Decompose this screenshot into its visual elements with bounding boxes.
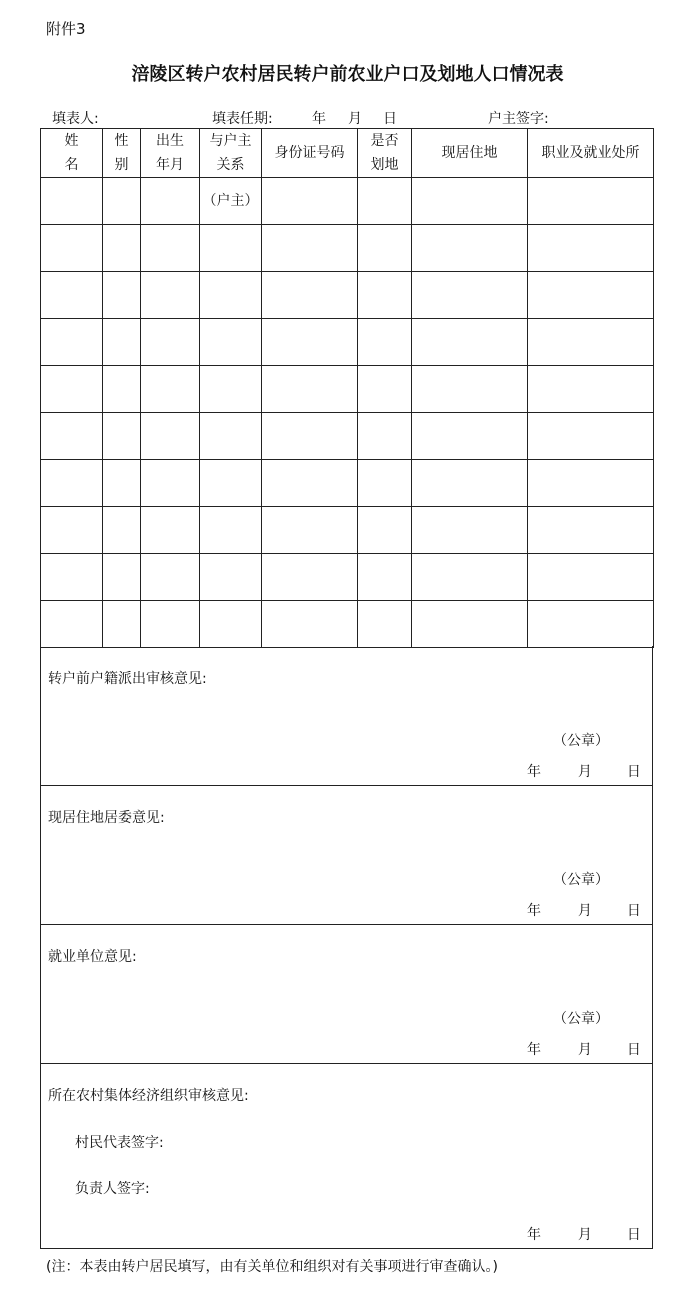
cell-relation[interactable]: （户主）	[200, 178, 262, 225]
cell-id-number[interactable]	[262, 366, 358, 413]
cell-name[interactable]	[41, 460, 103, 507]
cell-occupation[interactable]	[528, 554, 654, 601]
residence-seal: （公章）	[553, 872, 609, 888]
cell-id-number[interactable]	[262, 507, 358, 554]
cell-name[interactable]	[41, 413, 103, 460]
cell-gender[interactable]	[103, 366, 141, 413]
cell-current-residence[interactable]	[412, 366, 528, 413]
cell-relation[interactable]	[200, 507, 262, 554]
meta-year: 年	[312, 111, 326, 127]
employer-opinion-section	[40, 924, 653, 1064]
meta-month: 月	[348, 111, 362, 127]
household-table	[40, 128, 654, 648]
table-header-row	[41, 129, 654, 178]
cell-relation[interactable]	[200, 225, 262, 272]
cell-relation[interactable]	[200, 272, 262, 319]
residence-year: 年	[527, 903, 541, 919]
police-opinion-section	[40, 646, 653, 786]
cell-land-allocated[interactable]	[358, 178, 412, 225]
header-land-allocated: 是否 划地	[358, 129, 412, 178]
employer-year: 年	[527, 1042, 541, 1058]
cell-land-allocated[interactable]	[358, 507, 412, 554]
cell-land-allocated[interactable]	[358, 413, 412, 460]
police-day: 日	[626, 764, 641, 780]
cell-gender[interactable]	[103, 413, 141, 460]
table-row	[41, 178, 654, 225]
police-year: 年	[527, 764, 541, 780]
residence-day: 日	[626, 903, 641, 919]
header-birth: 出生 年月	[141, 129, 200, 178]
table-row	[41, 507, 654, 554]
header-current-residence: 现居住地	[412, 129, 528, 178]
cell-occupation[interactable]	[528, 601, 654, 648]
employer-opinion-label: 就业单位意见:	[48, 949, 137, 965]
cell-id-number[interactable]	[262, 178, 358, 225]
collective-month: 月	[577, 1227, 592, 1243]
police-seal: （公章）	[553, 733, 609, 749]
employer-month: 月	[577, 1042, 592, 1058]
cell-birth[interactable]	[141, 272, 200, 319]
cell-relation[interactable]	[200, 554, 262, 601]
cell-occupation[interactable]	[528, 178, 654, 225]
collective-date	[527, 1224, 641, 1244]
cell-relation[interactable]	[200, 366, 262, 413]
cell-occupation[interactable]	[528, 272, 654, 319]
villager-rep-sign-label: 村民代表签字:	[75, 1135, 164, 1151]
cell-land-allocated[interactable]	[358, 366, 412, 413]
cell-name[interactable]	[41, 507, 103, 554]
cell-name[interactable]	[41, 178, 103, 225]
employer-seal: （公章）	[553, 1011, 609, 1027]
cell-gender[interactable]	[103, 319, 141, 366]
cell-name[interactable]	[41, 366, 103, 413]
cell-name[interactable]	[41, 554, 103, 601]
police-opinion-label: 转户前户籍派出审核意见:	[48, 671, 207, 687]
header-relation: 与户主 关系	[200, 129, 262, 178]
employer-date	[527, 1039, 641, 1059]
table-row	[41, 319, 654, 366]
cell-land-allocated[interactable]	[358, 601, 412, 648]
table-row	[41, 366, 654, 413]
cell-current-residence[interactable]	[412, 272, 528, 319]
cell-gender[interactable]	[103, 460, 141, 507]
residence-opinion-label: 现居住地居委意见:	[48, 810, 165, 826]
police-date	[527, 761, 641, 781]
cell-gender[interactable]	[103, 225, 141, 272]
meta-day: 日	[383, 111, 397, 127]
cell-relation[interactable]	[200, 413, 262, 460]
cell-current-residence[interactable]	[412, 601, 528, 648]
cell-land-allocated[interactable]	[358, 460, 412, 507]
cell-birth[interactable]	[141, 507, 200, 554]
cell-occupation[interactable]	[528, 413, 654, 460]
cell-current-residence[interactable]	[412, 178, 528, 225]
cell-name[interactable]	[41, 319, 103, 366]
header-name: 姓 名	[41, 129, 103, 178]
header-occupation: 职业及就业处所	[528, 129, 654, 178]
cell-occupation[interactable]	[528, 319, 654, 366]
attachment-label: 附件3	[46, 20, 86, 38]
cell-birth[interactable]	[141, 178, 200, 225]
cell-current-residence[interactable]	[412, 319, 528, 366]
cell-id-number[interactable]	[262, 225, 358, 272]
cell-occupation[interactable]	[528, 225, 654, 272]
cell-name[interactable]	[41, 225, 103, 272]
cell-occupation[interactable]	[528, 366, 654, 413]
residence-month: 月	[577, 903, 592, 919]
cell-occupation[interactable]	[528, 460, 654, 507]
table-row	[41, 601, 654, 648]
cell-name[interactable]	[41, 601, 103, 648]
cell-gender[interactable]	[103, 554, 141, 601]
cell-current-residence[interactable]	[412, 554, 528, 601]
cell-birth[interactable]	[141, 554, 200, 601]
cell-land-allocated[interactable]	[358, 554, 412, 601]
cell-name[interactable]	[41, 272, 103, 319]
cell-id-number[interactable]	[262, 413, 358, 460]
cell-birth[interactable]	[141, 366, 200, 413]
cell-gender[interactable]	[103, 272, 141, 319]
cell-land-allocated[interactable]	[358, 225, 412, 272]
cell-current-residence[interactable]	[412, 507, 528, 554]
cell-relation[interactable]	[200, 460, 262, 507]
cell-birth[interactable]	[141, 460, 200, 507]
cell-gender[interactable]	[103, 507, 141, 554]
cell-id-number[interactable]	[262, 319, 358, 366]
cell-birth[interactable]	[141, 601, 200, 648]
cell-birth[interactable]	[141, 225, 200, 272]
header-id-number: 身份证号码	[262, 129, 358, 178]
cell-id-number[interactable]	[262, 601, 358, 648]
header-gender: 性 别	[103, 129, 141, 178]
residence-date	[527, 900, 641, 920]
cell-land-allocated[interactable]	[358, 319, 412, 366]
collective-opinion-section	[40, 1063, 653, 1249]
cell-id-number[interactable]	[262, 554, 358, 601]
cell-birth[interactable]	[141, 413, 200, 460]
cell-id-number[interactable]	[262, 272, 358, 319]
page-title: 涪陵区转户农村居民转户前农业户口及划地人口情况表	[131, 64, 564, 85]
cell-birth[interactable]	[141, 319, 200, 366]
cell-land-allocated[interactable]	[358, 272, 412, 319]
cell-id-number[interactable]	[262, 460, 358, 507]
table-row	[41, 460, 654, 507]
residence-opinion-section	[40, 785, 653, 925]
leader-sign-label: 负责人签字:	[75, 1181, 150, 1197]
cell-relation[interactable]	[200, 319, 262, 366]
table-row	[41, 554, 654, 601]
cell-current-residence[interactable]	[412, 413, 528, 460]
cell-current-residence[interactable]	[412, 225, 528, 272]
collective-opinion-label: 所在农村集体经济组织审核意见:	[48, 1088, 249, 1104]
table-row	[41, 272, 654, 319]
householder-sign-label: 户主签字:	[488, 111, 549, 127]
cell-gender[interactable]	[103, 178, 141, 225]
filler-label: 填表人:	[52, 111, 99, 127]
fill-date-label: 填表任期:	[212, 111, 273, 127]
police-month: 月	[577, 764, 592, 780]
cell-gender[interactable]	[103, 601, 141, 648]
cell-occupation[interactable]	[528, 507, 654, 554]
cell-current-residence[interactable]	[412, 460, 528, 507]
table-row	[41, 413, 654, 460]
table-row	[41, 225, 654, 272]
employer-day: 日	[626, 1042, 641, 1058]
collective-year: 年	[527, 1227, 541, 1243]
footnote: (注：本表由转户居民填写，由有关单位和组织对有关事项进行审查确认。)	[46, 1259, 498, 1275]
collective-day: 日	[626, 1227, 641, 1243]
cell-relation[interactable]	[200, 601, 262, 648]
